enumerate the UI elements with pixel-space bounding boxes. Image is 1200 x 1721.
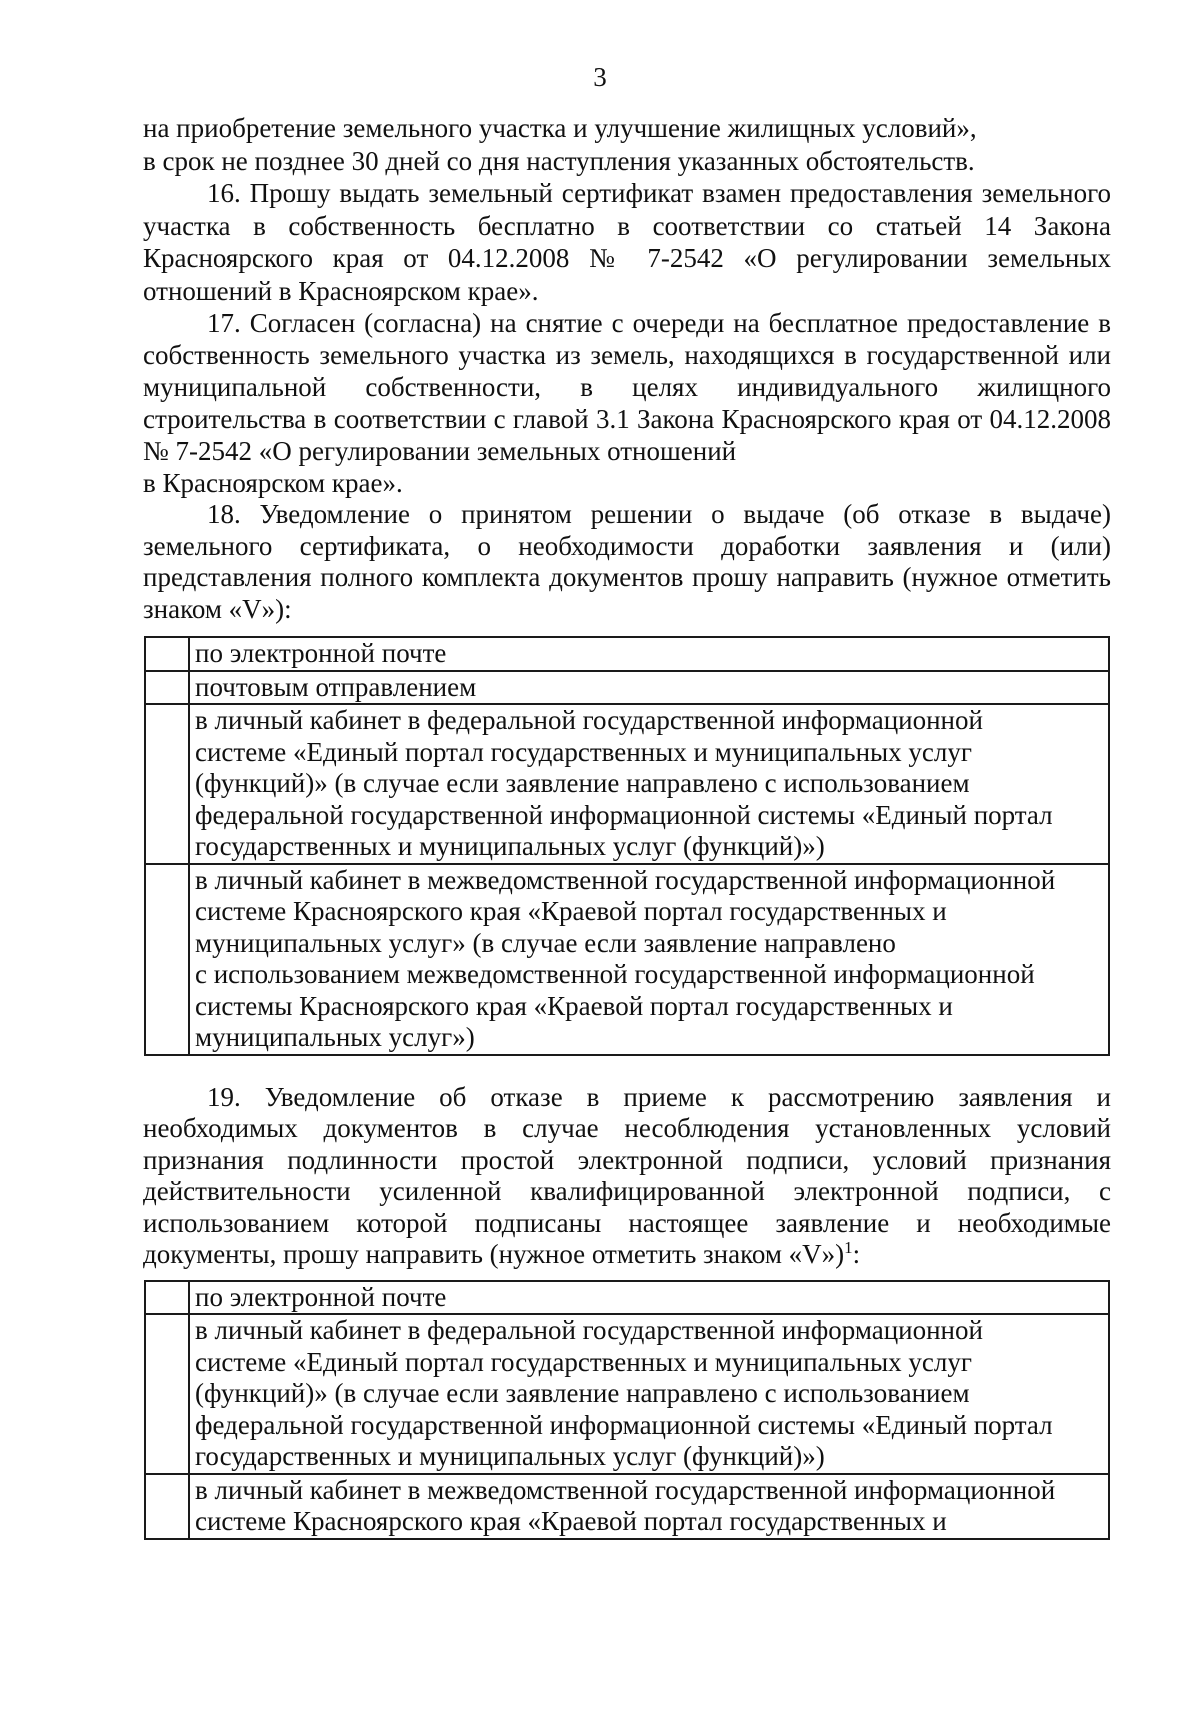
table-18-option-label: [189, 864, 1109, 1055]
document-body: [143, 112, 1111, 1540]
paragraph-continuation-line-1: на приобретение земельного участка и улучшение жилищных условий»,: [143, 113, 977, 143]
notification-method-table-18: [144, 636, 1110, 1056]
table-19-option-checkbox-cell[interactable]: [145, 1314, 189, 1474]
table-19-option-label: [189, 1474, 1109, 1539]
option-label-line: федеральной государственной информационной системы «Единый портал: [195, 1409, 1053, 1440]
table-18-option-row: [145, 671, 1109, 705]
table-18-option-checkbox-cell[interactable]: [145, 864, 189, 1055]
option-label-line: системе Красноярского края «Краевой портал государственных и: [195, 1506, 947, 1536]
table-19-option-row: [145, 1474, 1109, 1539]
table-19-option-label: [189, 1281, 1109, 1315]
option-label-line: в личный кабинет в межведомственной государственной информационной: [195, 1474, 1056, 1505]
option-label-line: системе «Единый портал государственных и муниципальных услуг: [195, 1346, 972, 1377]
option-label-line: в личный кабинет в федеральной государственной информационной: [195, 1315, 983, 1345]
table-18-option-row: [145, 864, 1109, 1055]
option-label-line: государственных и муниципальных услуг (функций)»): [195, 831, 825, 861]
option-label-line: системе Красноярского края «Краевой портал государственных и: [195, 896, 947, 926]
paragraph-17-end: в Красноярском крае».: [143, 468, 403, 498]
notification-method-table-19: [144, 1280, 1110, 1540]
paragraph-continuation-line-2: в срок не позднее 30 дней со дня наступления указанных обстоятельств.: [143, 145, 975, 176]
table-18-option-checkbox-cell[interactable]: [145, 671, 189, 705]
table-18-option-label: [189, 704, 1109, 864]
table-18-option-checkbox-cell[interactable]: [145, 704, 189, 864]
table-19-option-row: [145, 1314, 1109, 1474]
paragraph-19: [143, 1082, 1111, 1271]
page-number: 3: [593, 62, 607, 92]
option-label-line: по электронной почте: [195, 1281, 447, 1312]
option-label-line: государственных и муниципальных услуг (функций)»): [195, 1441, 825, 1471]
option-label-line: почтовым отправлением: [195, 671, 477, 702]
option-label-line: системе «Единый портал государственных и муниципальных услуг: [195, 736, 972, 767]
table-18-option-label: [189, 671, 1109, 705]
paragraph-19-text: 19. Уведомление об отказе в приеме к рассмотрению заявления и необходимых документов в случае несоблюдения установленных условий признания подлинности простой электронной подписи, условий признания действительности усиленной квалифицированной электронной подписи, с использованием которой подписаны настоящее заявление и необходимые документы, прошу направить (нужное отметить знаком «V»): [143, 1081, 1111, 1269]
table-19-option-row: [145, 1281, 1109, 1315]
table-18-option-checkbox-cell[interactable]: [145, 637, 189, 671]
footnote-marker: 1: [844, 1238, 853, 1257]
paragraph-16: 16. Прошу выдать земельный сертификат взамен предоставления земельного участка в собственность бесплатно в соответствии со статьей 14 Закона Красноярского края от 04.12.2008 № 7-2542 «О регулировании земельных отношений в Красноярском крае».: [143, 178, 1111, 306]
option-label-line: в личный кабинет в федеральной государственной информационной: [195, 705, 983, 735]
table-18-option-label: [189, 637, 1109, 671]
option-label-line: по электронной почте: [195, 638, 447, 668]
table-18-option-row: [145, 637, 1109, 671]
table-18-option-row: [145, 704, 1109, 864]
option-label-line: с использованием межведомственной государственной информационной: [195, 959, 1035, 989]
table-19-option-label: [189, 1314, 1109, 1474]
option-label-line: (функций)» (в случае если заявление направлено с использованием: [195, 1378, 970, 1408]
option-label-line: (функций)» (в случае если заявление направлено с использованием: [195, 768, 970, 798]
option-label-line: системы Красноярского края «Краевой портал государственных и: [195, 990, 953, 1021]
paragraph-19-colon: :: [852, 1239, 861, 1269]
option-label-line: муниципальных услуг»): [195, 1022, 475, 1052]
option-label-line: в личный кабинет в межведомственной государственной информационной: [195, 864, 1056, 895]
paragraph-18: 18. Уведомление о принятом решении о выдаче (об отказе в выдаче) земельного сертификата, о необходимости доработки заявления и (или) представления полного комплекта документов прошу направить (нужное отметить знаком «V»):: [143, 499, 1111, 624]
option-label-line: муниципальных услуг» (в случае если заявление направлено: [195, 927, 896, 958]
table-19-option-checkbox-cell[interactable]: [145, 1281, 189, 1315]
table-19-option-checkbox-cell[interactable]: [145, 1474, 189, 1539]
paragraph-17: 17. Согласен (согласна) на снятие с очереди на бесплатное предоставление в собственность земельного участка из земель, находящихся в государственной или муниципальной собственности, в целях индивидуального жилищного строительства в соответствии с главой 3.1 Закона Красноярского края от 04.12.2008 № 7-2542 «О регулировании земельных отношений: [143, 308, 1111, 466]
option-label-line: федеральной государственной информационной системы «Единый портал: [195, 799, 1053, 830]
